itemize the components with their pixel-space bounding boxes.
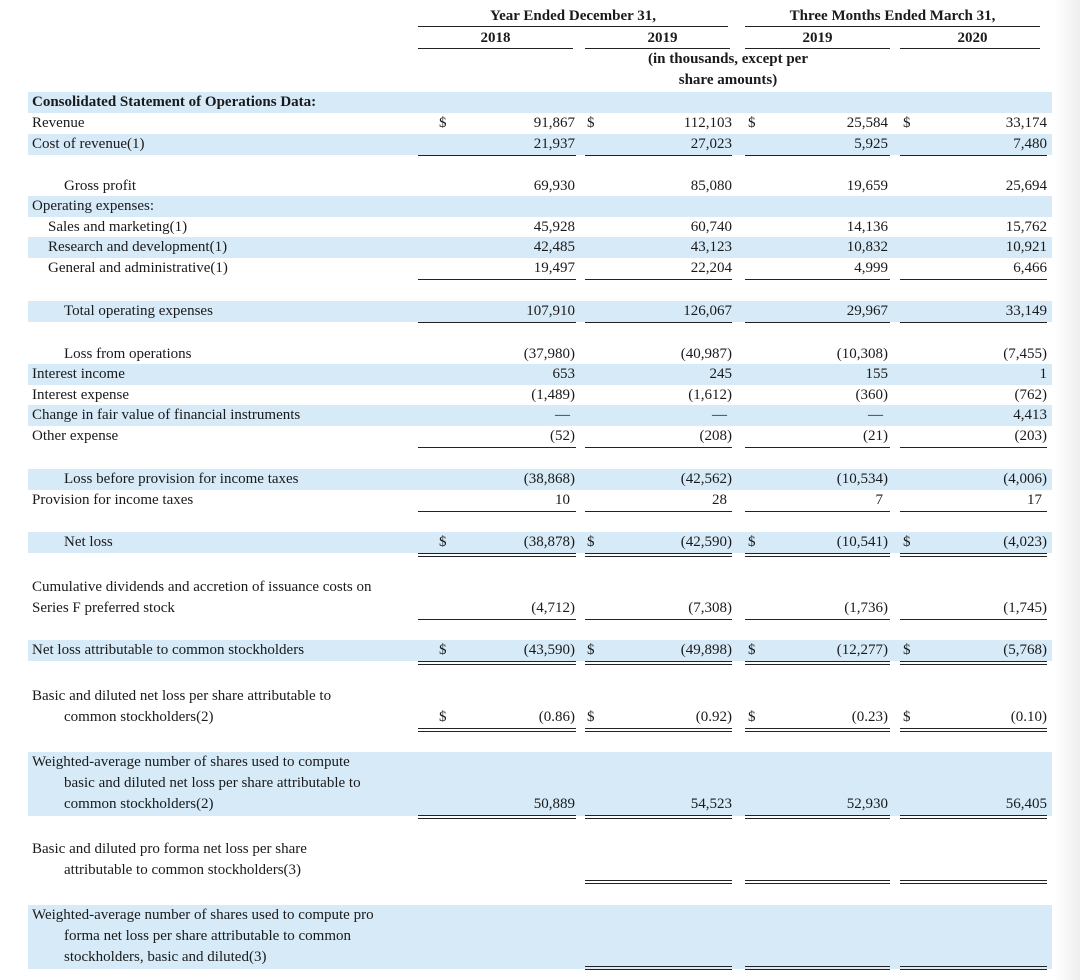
currency-symbol: $	[439, 709, 447, 725]
cell-value: (42,590)	[680, 534, 732, 550]
subtotal-rule	[745, 322, 890, 323]
cell-value: 25,584	[846, 115, 888, 131]
cell-value: 69,930	[533, 178, 575, 194]
row-label	[32, 839, 410, 881]
currency-symbol: $	[587, 534, 595, 550]
header-col-2020-q: 2020	[957, 30, 988, 46]
cell-value: (37,980)	[523, 346, 575, 362]
cell-value: (7,455)	[1003, 346, 1047, 362]
double-rule	[418, 815, 576, 819]
subtotal-rule	[585, 322, 732, 323]
header-col-2018: 2018	[480, 30, 511, 46]
row-label-line: basic and diluted net loss per share attributable to	[64, 775, 361, 791]
row-label-line: Weighted-average number of shares used to compute pro	[32, 907, 374, 923]
row-label: Gross profit	[64, 178, 137, 194]
cell-value: (4,006)	[1003, 471, 1047, 487]
cell-value: 85,080	[690, 178, 732, 194]
subtotal-rule	[900, 619, 1047, 620]
cell-value: (43,590)	[523, 642, 575, 658]
currency-symbol: $	[903, 642, 911, 658]
subtotal-rule	[900, 322, 1047, 323]
cell-value: (0.10)	[1010, 709, 1047, 725]
cell-value: 14,136	[846, 219, 888, 235]
header-year-group: Year Ended December 31,	[489, 8, 657, 24]
cell-value: 10	[555, 492, 570, 508]
subtotal-rule	[585, 511, 732, 512]
double-rule	[745, 880, 890, 884]
currency-symbol: $	[748, 642, 756, 658]
double-rule	[745, 815, 890, 819]
currency-symbol: $	[748, 534, 756, 550]
double-rule	[900, 661, 1047, 665]
double-rule	[900, 815, 1047, 819]
row-label: Total operating expenses	[64, 303, 213, 319]
currency-symbol: $	[903, 534, 911, 550]
cell-value: 91,867	[533, 115, 575, 131]
cell-value: —	[555, 407, 570, 423]
currency-symbol: $	[748, 709, 756, 725]
row-label-line: common stockholders(2)	[64, 796, 214, 812]
row-label-line: Weighted-average number of shares used to compute	[32, 754, 350, 770]
cell-value: 15,762	[1005, 219, 1047, 235]
row-label	[32, 905, 410, 968]
subtotal-rule	[745, 511, 890, 512]
double-rule	[745, 728, 890, 732]
cell-value: (5,768)	[1003, 642, 1047, 658]
row-label-line: attributable to common stockholders(3)	[64, 862, 302, 878]
cell-value: 33,174	[1005, 115, 1047, 131]
row-label: Net loss	[64, 534, 113, 550]
cell-value: (0.23)	[851, 709, 888, 725]
cell-value: 19,659	[846, 178, 888, 194]
row-label: Interest income	[32, 366, 125, 382]
cell-value: —	[712, 407, 727, 423]
cell-value: 10,921	[1005, 239, 1047, 255]
cell-value: 17	[1027, 492, 1042, 508]
row-label-line: common stockholders(2)	[64, 709, 214, 725]
cell-value: (4,023)	[1003, 534, 1047, 550]
header-col-2019-q: 2019	[802, 30, 833, 46]
cell-value: 22,204	[690, 260, 732, 276]
cell-value: 653	[552, 366, 575, 382]
row-label-line: stockholders, basic and diluted(3)	[64, 949, 267, 965]
row-label-line: Basic and diluted net loss per share attributable to	[32, 688, 332, 704]
subtotal-rule	[745, 619, 890, 620]
currency-symbol: $	[587, 115, 595, 131]
currency-symbol: $	[439, 534, 447, 550]
cell-value: 4,999	[854, 260, 888, 276]
cell-value: 107,910	[526, 303, 575, 319]
row-label: Loss from operations	[64, 346, 192, 362]
cell-value: (360)	[855, 387, 888, 403]
subtotal-rule	[745, 155, 890, 156]
subtotal-rule	[418, 447, 576, 448]
header-rule	[745, 48, 890, 49]
row-label	[32, 752, 410, 815]
row-label: Revenue	[32, 115, 85, 131]
cell-value: (7,308)	[688, 600, 732, 616]
subtotal-rule	[745, 279, 890, 280]
row-label: Net loss attributable to common stockholders	[32, 642, 305, 658]
double-rule	[900, 966, 1047, 970]
double-rule	[585, 880, 732, 884]
double-rule	[585, 815, 732, 819]
subtotal-rule	[585, 279, 732, 280]
subtotal-rule	[585, 619, 732, 620]
double-rule	[418, 661, 576, 665]
row-label: Interest expense	[32, 387, 130, 403]
cell-value: (203)	[1014, 428, 1047, 444]
cell-value: 60,740	[690, 219, 732, 235]
double-rule	[585, 728, 732, 732]
section-title: Consolidated Statement of Operations Data:	[32, 94, 317, 110]
subtotal-rule	[900, 511, 1047, 512]
row-label: Provision for income taxes	[32, 492, 194, 508]
header-rule	[900, 48, 1040, 49]
row-label: Other expense	[32, 428, 119, 444]
cell-value: (10,541)	[836, 534, 888, 550]
cell-value: 28	[712, 492, 727, 508]
cell-value: (12,277)	[836, 642, 888, 658]
row-label-line: Cumulative dividends and accretion of issuance costs on	[32, 579, 372, 595]
cell-value: (42,562)	[680, 471, 732, 487]
cell-value: (1,745)	[1003, 600, 1047, 616]
row-label: Cost of revenue(1)	[32, 136, 145, 152]
cell-value: (0.92)	[695, 709, 732, 725]
cell-value: 29,967	[846, 303, 888, 319]
currency-symbol: $	[748, 115, 756, 131]
cell-value: 52,930	[846, 796, 888, 812]
cell-value: 112,103	[683, 115, 732, 131]
row-label: Research and development(1)	[48, 239, 228, 255]
cell-value: (49,898)	[680, 642, 732, 658]
cell-value: 25,694	[1005, 178, 1047, 194]
cell-value: (52)	[550, 428, 575, 444]
cell-value: (40,987)	[680, 346, 732, 362]
cell-value: (0.86)	[538, 709, 575, 725]
cell-value: (1,612)	[688, 387, 732, 403]
double-rule	[900, 553, 1047, 557]
row-label	[32, 686, 410, 728]
row-label-line: Series F preferred stock	[32, 600, 175, 616]
cell-value: (762)	[1014, 387, 1047, 403]
cell-value: 10,832	[846, 239, 888, 255]
row-label: Operating expenses:	[32, 198, 155, 214]
cell-value: (38,868)	[523, 471, 575, 487]
subtotal-rule	[585, 155, 732, 156]
subtotal-rule	[900, 447, 1047, 448]
cell-value: 21,937	[533, 136, 575, 152]
row-label: Loss before provision for income taxes	[64, 471, 299, 487]
header-rule	[418, 26, 728, 27]
cell-value: 4,413	[1013, 407, 1047, 423]
double-rule	[745, 553, 890, 557]
header-rule	[418, 48, 573, 49]
cell-value: (21)	[863, 428, 888, 444]
cell-value: 54,523	[690, 796, 732, 812]
cell-value: —	[868, 407, 883, 423]
header-rule	[745, 26, 1040, 27]
cell-value: 245	[709, 366, 732, 382]
header-col-2019: 2019	[647, 30, 678, 46]
double-rule	[585, 966, 732, 970]
subtotal-rule	[585, 447, 732, 448]
double-rule	[900, 880, 1047, 884]
cell-value: (1,736)	[844, 600, 888, 616]
currency-symbol: $	[439, 642, 447, 658]
double-rule	[585, 553, 732, 557]
cell-value: (10,534)	[836, 471, 888, 487]
currency-symbol: $	[587, 709, 595, 725]
double-rule	[745, 966, 890, 970]
row-label	[32, 577, 410, 619]
cell-value: 43,123	[690, 239, 732, 255]
currency-symbol: $	[439, 115, 447, 131]
currency-symbol: $	[903, 709, 911, 725]
row-label: Change in fair value of financial instruments	[32, 407, 301, 423]
double-rule	[745, 661, 890, 665]
cell-value: 7	[875, 492, 883, 508]
currency-symbol: $	[903, 115, 911, 131]
subtotal-rule	[745, 447, 890, 448]
double-rule	[585, 661, 732, 665]
cell-value: 19,497	[533, 260, 575, 276]
subtotal-rule	[418, 511, 576, 512]
cell-value: (208)	[699, 428, 732, 444]
subtotal-rule	[418, 322, 576, 323]
header-rule	[585, 48, 730, 49]
subtotal-rule	[900, 155, 1047, 156]
row-label-line: Basic and diluted pro forma net loss per share	[32, 841, 307, 857]
cell-value: (10,308)	[836, 346, 888, 362]
header-units: share amounts)	[678, 72, 778, 88]
cell-value: 155	[865, 366, 888, 382]
page-edge-shadow	[1054, 0, 1080, 980]
cell-value: 56,405	[1005, 796, 1047, 812]
cell-value: 126,067	[683, 303, 732, 319]
cell-value: 42,485	[533, 239, 575, 255]
cell-value: 5,925	[854, 136, 888, 152]
cell-value: 6,466	[1013, 260, 1047, 276]
cell-value: 1	[1039, 366, 1047, 382]
subtotal-rule	[900, 279, 1047, 280]
cell-value: (1,489)	[531, 387, 575, 403]
shade-band	[28, 196, 1052, 217]
row-label-line: forma net loss per share attributable to common	[64, 928, 351, 944]
subtotal-rule	[418, 279, 576, 280]
subtotal-rule	[418, 619, 576, 620]
double-rule	[900, 728, 1047, 732]
cell-value: (4,712)	[531, 600, 575, 616]
row-label: Sales and marketing(1)	[48, 219, 188, 235]
cell-value: 50,889	[533, 796, 575, 812]
cell-value: 27,023	[690, 136, 732, 152]
currency-symbol: $	[587, 642, 595, 658]
cell-value: 45,928	[533, 219, 575, 235]
header-units: (in thousands, except per	[647, 51, 808, 67]
row-label: General and administrative(1)	[48, 260, 228, 276]
header-quarter-group: Three Months Ended March 31,	[789, 8, 996, 24]
double-rule	[418, 553, 576, 557]
subtotal-rule	[418, 155, 576, 156]
cell-value: 7,480	[1013, 136, 1047, 152]
double-rule	[418, 728, 576, 732]
cell-value: 33,149	[1005, 303, 1047, 319]
cell-value: (38,878)	[523, 534, 575, 550]
